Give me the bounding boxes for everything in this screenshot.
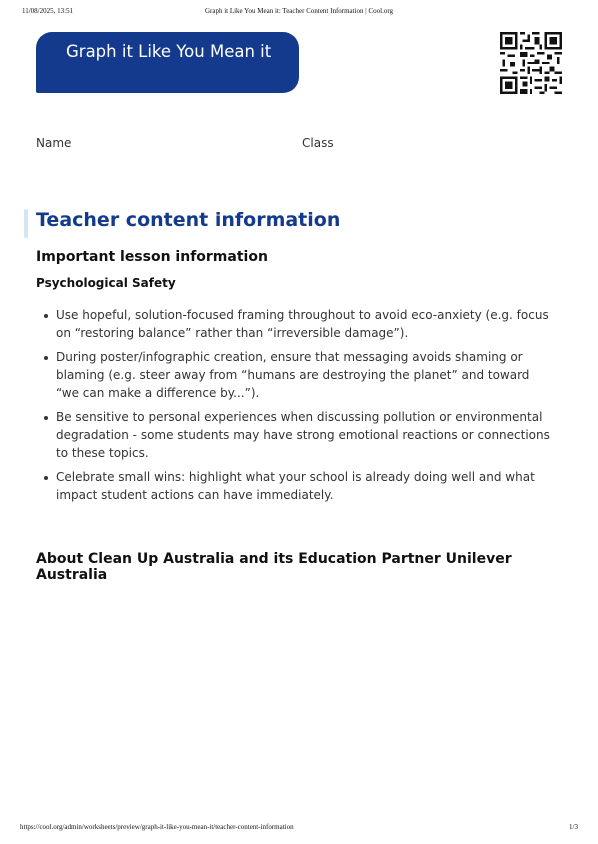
qr-code-icon: [500, 32, 562, 94]
about-heading: About Clean Up Australia and its Education Partner Unilever Australia: [36, 551, 512, 583]
subheading: Important lesson information: [36, 249, 268, 265]
subsubheading: Psychological Safety: [36, 276, 176, 290]
worksheet-title: Graph it Like You Mean it: [66, 42, 272, 61]
print-datetime: 11/08/2025, 13:51: [22, 7, 74, 15]
print-url: https://cool.org/admin/worksheets/preview/graph-it-like-you-mean-it/teacher-content-information: [20, 823, 294, 831]
page-number: 1/3: [569, 823, 578, 831]
worksheet-title-banner: [36, 32, 299, 93]
list-item: Celebrate small wins: highlight what your school is already doing well and what impact student actions can have immediately.: [36, 469, 556, 505]
list-item: During poster/infographic creation, ensure that messaging avoids shaming or blaming (e.g. steer away from “humans are destroying the planet” and toward “we can make a difference by...”).: [36, 349, 556, 402]
class-field-label: Class: [302, 136, 334, 150]
bullet-list: [36, 307, 556, 511]
section-accent-bar: [24, 209, 28, 238]
list-item: Use hopeful, solution-focused framing throughout to avoid eco-anxiety (e.g. focus on “restoring balance” rather than “irreversible damage”).: [36, 307, 556, 343]
list-item: Be sensitive to personal experiences when discussing pollution or environmental degradation - some students may have strong emotional reactions or connections to these topics.: [36, 409, 556, 462]
print-doc-title: Graph it Like You Mean it: Teacher Content Information | Cool.org: [204, 7, 394, 15]
section-title: Teacher content information: [36, 209, 341, 231]
name-field-label: Name: [36, 136, 72, 150]
